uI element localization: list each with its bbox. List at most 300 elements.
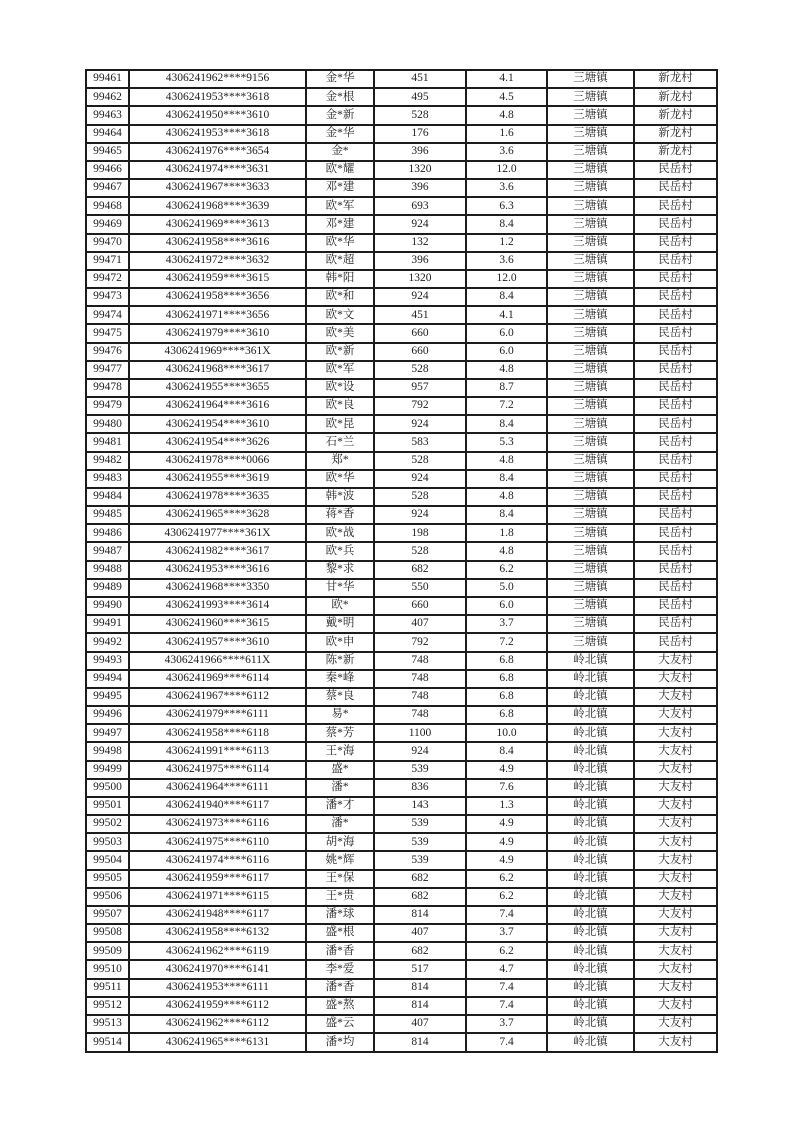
masked-name-cell: 潘*香 bbox=[306, 979, 374, 997]
village-cell: 新龙村 bbox=[634, 143, 717, 161]
village-cell: 民岳村 bbox=[634, 252, 717, 270]
table-row bbox=[86, 833, 717, 851]
amount-cell: 924 bbox=[374, 470, 466, 488]
amount-cell: 176 bbox=[374, 125, 466, 143]
town-cell: 岭北镇 bbox=[547, 979, 634, 997]
masked-id-cell: 4306241957****3610 bbox=[129, 633, 306, 651]
table-row bbox=[86, 143, 717, 161]
quantity-cell: 4.8 bbox=[466, 542, 547, 560]
town-cell: 岭北镇 bbox=[547, 1015, 634, 1033]
town-cell: 三塘镇 bbox=[547, 452, 634, 470]
amount-cell: 1320 bbox=[374, 270, 466, 288]
table-row bbox=[86, 633, 717, 651]
masked-id-cell: 4306241979****3610 bbox=[129, 324, 306, 342]
serial-cell: 99475 bbox=[86, 324, 129, 342]
serial-cell: 99473 bbox=[86, 288, 129, 306]
masked-name-cell: 盛*熬 bbox=[306, 997, 374, 1015]
serial-cell: 99512 bbox=[86, 997, 129, 1015]
masked-name-cell: 石*兰 bbox=[306, 433, 374, 451]
masked-id-cell: 4306241969****3613 bbox=[129, 215, 306, 233]
masked-name-cell: 欧*文 bbox=[306, 306, 374, 324]
masked-name-cell: 潘*才 bbox=[306, 797, 374, 815]
quantity-cell: 4.8 bbox=[466, 106, 547, 124]
quantity-cell: 6.2 bbox=[466, 942, 547, 960]
amount-cell: 517 bbox=[374, 960, 466, 978]
masked-id-cell: 4306241982****3617 bbox=[129, 542, 306, 560]
serial-cell: 99465 bbox=[86, 143, 129, 161]
amount-cell: 528 bbox=[374, 106, 466, 124]
amount-cell: 132 bbox=[374, 234, 466, 252]
serial-cell: 99493 bbox=[86, 652, 129, 670]
town-cell: 三塘镇 bbox=[547, 234, 634, 252]
amount-cell: 1320 bbox=[374, 161, 466, 179]
amount-cell: 814 bbox=[374, 906, 466, 924]
village-cell: 民岳村 bbox=[634, 506, 717, 524]
table-row bbox=[86, 252, 717, 270]
masked-name-cell: 欧*新 bbox=[306, 343, 374, 361]
town-cell: 岭北镇 bbox=[547, 761, 634, 779]
village-cell: 民岳村 bbox=[634, 415, 717, 433]
masked-id-cell: 4306241953****3618 bbox=[129, 88, 306, 106]
village-cell: 民岳村 bbox=[634, 397, 717, 415]
village-cell: 大友村 bbox=[634, 688, 717, 706]
village-cell: 大友村 bbox=[634, 851, 717, 869]
amount-cell: 748 bbox=[374, 688, 466, 706]
village-cell: 大友村 bbox=[634, 997, 717, 1015]
serial-cell: 99471 bbox=[86, 252, 129, 270]
masked-name-cell: 欧*军 bbox=[306, 361, 374, 379]
masked-name-cell: 欧*华 bbox=[306, 470, 374, 488]
town-cell: 三塘镇 bbox=[547, 215, 634, 233]
village-cell: 民岳村 bbox=[634, 343, 717, 361]
amount-cell: 407 bbox=[374, 1015, 466, 1033]
serial-cell: 99494 bbox=[86, 670, 129, 688]
masked-id-cell: 4306241971****6115 bbox=[129, 888, 306, 906]
amount-cell: 693 bbox=[374, 197, 466, 215]
amount-cell: 792 bbox=[374, 397, 466, 415]
serial-cell: 99506 bbox=[86, 888, 129, 906]
masked-id-cell: 4306241965****3628 bbox=[129, 506, 306, 524]
masked-name-cell: 王*海 bbox=[306, 742, 374, 760]
serial-cell: 99508 bbox=[86, 924, 129, 942]
town-cell: 三塘镇 bbox=[547, 415, 634, 433]
table-row bbox=[86, 106, 717, 124]
records-table bbox=[85, 69, 718, 1053]
masked-id-cell: 4306241969****361X bbox=[129, 343, 306, 361]
amount-cell: 539 bbox=[374, 815, 466, 833]
masked-name-cell: 蒋*香 bbox=[306, 506, 374, 524]
town-cell: 岭北镇 bbox=[547, 851, 634, 869]
table-row bbox=[86, 197, 717, 215]
table-body bbox=[86, 70, 717, 1052]
town-cell: 岭北镇 bbox=[547, 724, 634, 742]
masked-name-cell: 盛*根 bbox=[306, 924, 374, 942]
village-cell: 大友村 bbox=[634, 960, 717, 978]
table-row bbox=[86, 524, 717, 542]
masked-name-cell: 欧*军 bbox=[306, 197, 374, 215]
quantity-cell: 6.2 bbox=[466, 870, 547, 888]
table-row bbox=[86, 870, 717, 888]
masked-id-cell: 4306241959****6117 bbox=[129, 870, 306, 888]
amount-cell: 924 bbox=[374, 742, 466, 760]
amount-cell: 451 bbox=[374, 70, 466, 88]
quantity-cell: 10.0 bbox=[466, 724, 547, 742]
masked-id-cell: 4306241953****3616 bbox=[129, 561, 306, 579]
masked-id-cell: 4306241953****6111 bbox=[129, 979, 306, 997]
table-row bbox=[86, 979, 717, 997]
masked-name-cell: 潘* bbox=[306, 779, 374, 797]
amount-cell: 682 bbox=[374, 942, 466, 960]
serial-cell: 99511 bbox=[86, 979, 129, 997]
masked-id-cell: 4306241954****3626 bbox=[129, 433, 306, 451]
masked-id-cell: 4306241940****6117 bbox=[129, 797, 306, 815]
masked-id-cell: 4306241964****3616 bbox=[129, 397, 306, 415]
table-row bbox=[86, 597, 717, 615]
masked-id-cell: 4306241967****3633 bbox=[129, 179, 306, 197]
quantity-cell: 3.6 bbox=[466, 252, 547, 270]
masked-name-cell: 欧*昆 bbox=[306, 415, 374, 433]
masked-name-cell: 欧*耀 bbox=[306, 161, 374, 179]
masked-name-cell: 金*华 bbox=[306, 125, 374, 143]
village-cell: 大友村 bbox=[634, 870, 717, 888]
quantity-cell: 1.2 bbox=[466, 234, 547, 252]
amount-cell: 495 bbox=[374, 88, 466, 106]
masked-id-cell: 4306241978****3635 bbox=[129, 488, 306, 506]
village-cell: 大友村 bbox=[634, 833, 717, 851]
masked-id-cell: 4306241970****6141 bbox=[129, 960, 306, 978]
masked-id-cell: 4306241973****6116 bbox=[129, 815, 306, 833]
quantity-cell: 7.2 bbox=[466, 633, 547, 651]
amount-cell: 836 bbox=[374, 779, 466, 797]
table-row bbox=[86, 906, 717, 924]
village-cell: 民岳村 bbox=[634, 633, 717, 651]
quantity-cell: 4.9 bbox=[466, 833, 547, 851]
serial-cell: 99505 bbox=[86, 870, 129, 888]
masked-id-cell: 4306241962****6119 bbox=[129, 942, 306, 960]
table-row bbox=[86, 361, 717, 379]
amount-cell: 660 bbox=[374, 597, 466, 615]
village-cell: 新龙村 bbox=[634, 106, 717, 124]
quantity-cell: 5.3 bbox=[466, 433, 547, 451]
table-row bbox=[86, 343, 717, 361]
quantity-cell: 4.9 bbox=[466, 851, 547, 869]
masked-id-cell: 4306241950****3610 bbox=[129, 106, 306, 124]
masked-name-cell: 欧*超 bbox=[306, 252, 374, 270]
quantity-cell: 7.4 bbox=[466, 997, 547, 1015]
table-row bbox=[86, 851, 717, 869]
town-cell: 三塘镇 bbox=[547, 579, 634, 597]
town-cell: 三塘镇 bbox=[547, 306, 634, 324]
serial-cell: 99514 bbox=[86, 1033, 129, 1052]
village-cell: 民岳村 bbox=[634, 470, 717, 488]
serial-cell: 99487 bbox=[86, 542, 129, 560]
town-cell: 三塘镇 bbox=[547, 106, 634, 124]
table-row bbox=[86, 652, 717, 670]
quantity-cell: 3.7 bbox=[466, 1015, 547, 1033]
quantity-cell: 4.1 bbox=[466, 306, 547, 324]
village-cell: 大友村 bbox=[634, 924, 717, 942]
amount-cell: 792 bbox=[374, 633, 466, 651]
serial-cell: 99486 bbox=[86, 524, 129, 542]
town-cell: 三塘镇 bbox=[547, 597, 634, 615]
quantity-cell: 6.2 bbox=[466, 888, 547, 906]
quantity-cell: 8.4 bbox=[466, 742, 547, 760]
quantity-cell: 7.4 bbox=[466, 1033, 547, 1052]
quantity-cell: 4.8 bbox=[466, 361, 547, 379]
quantity-cell: 6.8 bbox=[466, 706, 547, 724]
masked-name-cell: 陈*新 bbox=[306, 652, 374, 670]
masked-name-cell: 甘*华 bbox=[306, 579, 374, 597]
amount-cell: 682 bbox=[374, 561, 466, 579]
town-cell: 岭北镇 bbox=[547, 797, 634, 815]
amount-cell: 407 bbox=[374, 924, 466, 942]
serial-cell: 99488 bbox=[86, 561, 129, 579]
town-cell: 三塘镇 bbox=[547, 542, 634, 560]
amount-cell: 539 bbox=[374, 851, 466, 869]
quantity-cell: 4.5 bbox=[466, 88, 547, 106]
quantity-cell: 8.4 bbox=[466, 415, 547, 433]
table-row bbox=[86, 433, 717, 451]
amount-cell: 924 bbox=[374, 506, 466, 524]
masked-name-cell: 盛* bbox=[306, 761, 374, 779]
masked-id-cell: 4306241967****6112 bbox=[129, 688, 306, 706]
quantity-cell: 6.0 bbox=[466, 343, 547, 361]
masked-name-cell: 欧*华 bbox=[306, 234, 374, 252]
quantity-cell: 7.6 bbox=[466, 779, 547, 797]
table-row bbox=[86, 415, 717, 433]
serial-cell: 99462 bbox=[86, 88, 129, 106]
serial-cell: 99484 bbox=[86, 488, 129, 506]
village-cell: 民岳村 bbox=[634, 179, 717, 197]
masked-id-cell: 4306241979****6111 bbox=[129, 706, 306, 724]
masked-id-cell: 4306241959****3615 bbox=[129, 270, 306, 288]
masked-name-cell: 秦*峰 bbox=[306, 670, 374, 688]
amount-cell: 396 bbox=[374, 252, 466, 270]
town-cell: 岭北镇 bbox=[547, 870, 634, 888]
masked-name-cell: 潘*香 bbox=[306, 942, 374, 960]
table-row bbox=[86, 179, 717, 197]
quantity-cell: 6.8 bbox=[466, 688, 547, 706]
masked-id-cell: 4306241968****3617 bbox=[129, 361, 306, 379]
village-cell: 大友村 bbox=[634, 797, 717, 815]
quantity-cell: 8.4 bbox=[466, 470, 547, 488]
serial-cell: 99503 bbox=[86, 833, 129, 851]
table-row bbox=[86, 797, 717, 815]
masked-id-cell: 4306241976****3654 bbox=[129, 143, 306, 161]
table-row bbox=[86, 542, 717, 560]
serial-cell: 99474 bbox=[86, 306, 129, 324]
serial-cell: 99497 bbox=[86, 724, 129, 742]
masked-id-cell: 4306241971****3656 bbox=[129, 306, 306, 324]
village-cell: 民岳村 bbox=[634, 306, 717, 324]
masked-id-cell: 4306241958****3616 bbox=[129, 234, 306, 252]
serial-cell: 99501 bbox=[86, 797, 129, 815]
table-row bbox=[86, 379, 717, 397]
town-cell: 三塘镇 bbox=[547, 343, 634, 361]
masked-id-cell: 4306241972****3632 bbox=[129, 252, 306, 270]
town-cell: 三塘镇 bbox=[547, 270, 634, 288]
masked-id-cell: 4306241974****3631 bbox=[129, 161, 306, 179]
serial-cell: 99504 bbox=[86, 851, 129, 869]
masked-id-cell: 4306241975****6114 bbox=[129, 761, 306, 779]
masked-name-cell: 蔡*芳 bbox=[306, 724, 374, 742]
quantity-cell: 6.8 bbox=[466, 652, 547, 670]
masked-id-cell: 4306241958****6132 bbox=[129, 924, 306, 942]
masked-id-cell: 4306241975****6110 bbox=[129, 833, 306, 851]
amount-cell: 924 bbox=[374, 415, 466, 433]
serial-cell: 99482 bbox=[86, 452, 129, 470]
serial-cell: 99490 bbox=[86, 597, 129, 615]
serial-cell: 99461 bbox=[86, 70, 129, 88]
masked-name-cell: 金*根 bbox=[306, 88, 374, 106]
masked-name-cell: 邓*建 bbox=[306, 215, 374, 233]
village-cell: 民岳村 bbox=[634, 615, 717, 633]
table-row bbox=[86, 1015, 717, 1033]
town-cell: 岭北镇 bbox=[547, 815, 634, 833]
village-cell: 民岳村 bbox=[634, 379, 717, 397]
village-cell: 民岳村 bbox=[634, 542, 717, 560]
serial-cell: 99496 bbox=[86, 706, 129, 724]
table-row bbox=[86, 942, 717, 960]
amount-cell: 814 bbox=[374, 979, 466, 997]
town-cell: 岭北镇 bbox=[547, 997, 634, 1015]
masked-name-cell: 欧*兵 bbox=[306, 542, 374, 560]
amount-cell: 814 bbox=[374, 1033, 466, 1052]
masked-name-cell: 胡*海 bbox=[306, 833, 374, 851]
serial-cell: 99495 bbox=[86, 688, 129, 706]
serial-cell: 99489 bbox=[86, 579, 129, 597]
village-cell: 大友村 bbox=[634, 815, 717, 833]
serial-cell: 99476 bbox=[86, 343, 129, 361]
quantity-cell: 4.1 bbox=[466, 70, 547, 88]
quantity-cell: 4.8 bbox=[466, 488, 547, 506]
masked-name-cell: 易* bbox=[306, 706, 374, 724]
quantity-cell: 12.0 bbox=[466, 161, 547, 179]
serial-cell: 99507 bbox=[86, 906, 129, 924]
amount-cell: 924 bbox=[374, 215, 466, 233]
village-cell: 新龙村 bbox=[634, 70, 717, 88]
amount-cell: 748 bbox=[374, 652, 466, 670]
village-cell: 大友村 bbox=[634, 652, 717, 670]
masked-id-cell: 4306241964****6111 bbox=[129, 779, 306, 797]
table-row bbox=[86, 724, 717, 742]
masked-id-cell: 4306241958****3656 bbox=[129, 288, 306, 306]
serial-cell: 99466 bbox=[86, 161, 129, 179]
village-cell: 民岳村 bbox=[634, 361, 717, 379]
masked-id-cell: 4306241993****3614 bbox=[129, 597, 306, 615]
quantity-cell: 6.0 bbox=[466, 324, 547, 342]
amount-cell: 528 bbox=[374, 542, 466, 560]
quantity-cell: 3.6 bbox=[466, 143, 547, 161]
masked-name-cell: 邓*建 bbox=[306, 179, 374, 197]
masked-name-cell: 李*爱 bbox=[306, 960, 374, 978]
town-cell: 岭北镇 bbox=[547, 652, 634, 670]
village-cell: 民岳村 bbox=[634, 433, 717, 451]
village-cell: 大友村 bbox=[634, 706, 717, 724]
village-cell: 大友村 bbox=[634, 1015, 717, 1033]
quantity-cell: 5.0 bbox=[466, 579, 547, 597]
serial-cell: 99479 bbox=[86, 397, 129, 415]
amount-cell: 407 bbox=[374, 615, 466, 633]
table-row bbox=[86, 470, 717, 488]
village-cell: 新龙村 bbox=[634, 88, 717, 106]
quantity-cell: 4.8 bbox=[466, 452, 547, 470]
masked-id-cell: 4306241969****6114 bbox=[129, 670, 306, 688]
amount-cell: 1100 bbox=[374, 724, 466, 742]
table-row bbox=[86, 615, 717, 633]
village-cell: 大友村 bbox=[634, 979, 717, 997]
table-row bbox=[86, 270, 717, 288]
masked-name-cell: 盛*云 bbox=[306, 1015, 374, 1033]
masked-name-cell: 姚*辉 bbox=[306, 851, 374, 869]
town-cell: 三塘镇 bbox=[547, 324, 634, 342]
town-cell: 三塘镇 bbox=[547, 179, 634, 197]
quantity-cell: 4.9 bbox=[466, 815, 547, 833]
masked-id-cell: 4306241953****3618 bbox=[129, 125, 306, 143]
town-cell: 三塘镇 bbox=[547, 161, 634, 179]
amount-cell: 451 bbox=[374, 306, 466, 324]
masked-id-cell: 4306241965****6131 bbox=[129, 1033, 306, 1052]
masked-name-cell: 王*贵 bbox=[306, 888, 374, 906]
masked-id-cell: 4306241954****3610 bbox=[129, 415, 306, 433]
quantity-cell: 8.4 bbox=[466, 288, 547, 306]
town-cell: 三塘镇 bbox=[547, 379, 634, 397]
serial-cell: 99477 bbox=[86, 361, 129, 379]
masked-id-cell: 4306241991****6113 bbox=[129, 742, 306, 760]
town-cell: 三塘镇 bbox=[547, 397, 634, 415]
table-row bbox=[86, 761, 717, 779]
quantity-cell: 1.3 bbox=[466, 797, 547, 815]
table-row bbox=[86, 88, 717, 106]
amount-cell: 528 bbox=[374, 361, 466, 379]
table-row bbox=[86, 742, 717, 760]
amount-cell: 198 bbox=[374, 524, 466, 542]
amount-cell: 396 bbox=[374, 179, 466, 197]
serial-cell: 99467 bbox=[86, 179, 129, 197]
village-cell: 民岳村 bbox=[634, 161, 717, 179]
serial-cell: 99509 bbox=[86, 942, 129, 960]
amount-cell: 957 bbox=[374, 379, 466, 397]
village-cell: 大友村 bbox=[634, 779, 717, 797]
masked-name-cell: 郑* bbox=[306, 452, 374, 470]
amount-cell: 682 bbox=[374, 870, 466, 888]
quantity-cell: 3.7 bbox=[466, 615, 547, 633]
serial-cell: 99485 bbox=[86, 506, 129, 524]
village-cell: 民岳村 bbox=[634, 524, 717, 542]
quantity-cell: 3.7 bbox=[466, 924, 547, 942]
village-cell: 民岳村 bbox=[634, 561, 717, 579]
town-cell: 三塘镇 bbox=[547, 361, 634, 379]
table-row bbox=[86, 924, 717, 942]
serial-cell: 99464 bbox=[86, 125, 129, 143]
amount-cell: 396 bbox=[374, 143, 466, 161]
quantity-cell: 1.8 bbox=[466, 524, 547, 542]
amount-cell: 528 bbox=[374, 452, 466, 470]
serial-cell: 99491 bbox=[86, 615, 129, 633]
table-row bbox=[86, 888, 717, 906]
masked-name-cell: 金*新 bbox=[306, 106, 374, 124]
town-cell: 岭北镇 bbox=[547, 906, 634, 924]
serial-cell: 99478 bbox=[86, 379, 129, 397]
masked-id-cell: 4306241968****3350 bbox=[129, 579, 306, 597]
table-row bbox=[86, 506, 717, 524]
amount-cell: 682 bbox=[374, 888, 466, 906]
quantity-cell: 12.0 bbox=[466, 270, 547, 288]
table-row bbox=[86, 1033, 717, 1052]
village-cell: 民岳村 bbox=[634, 452, 717, 470]
table-row bbox=[86, 960, 717, 978]
town-cell: 三塘镇 bbox=[547, 288, 634, 306]
